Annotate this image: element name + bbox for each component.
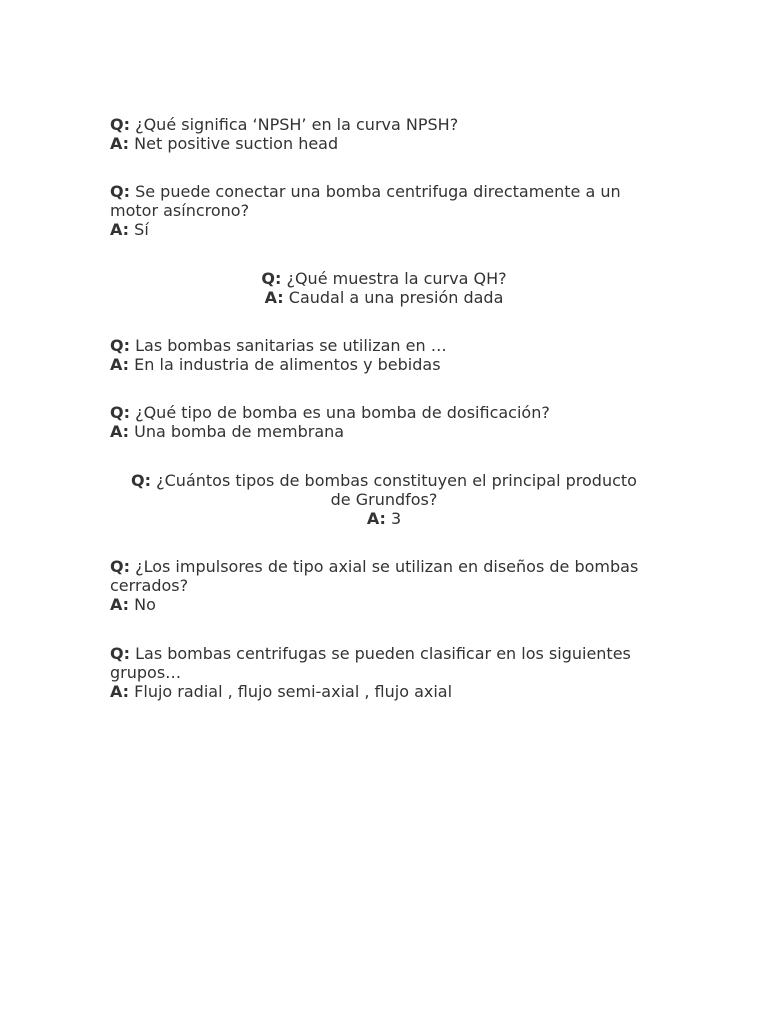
qa-item <box>120 269 648 307</box>
qa-item <box>110 644 650 701</box>
question-label: Q: <box>261 269 282 288</box>
answer-label: A: <box>110 220 130 239</box>
answer-label: A: <box>110 682 130 701</box>
qa-item <box>110 403 650 441</box>
qa-item <box>120 471 648 528</box>
qa-item <box>110 182 650 239</box>
question-label: Q: <box>110 557 130 576</box>
question-text: Las bombas sanitarias se utilizan en … <box>135 336 447 355</box>
question-text: ¿Cuántos tipos de bombas constituyen el principal producto de Grundfos? <box>156 471 637 509</box>
question-line <box>120 269 648 288</box>
question-text: Se puede conectar una bomba centrifuga directamente a un motor asíncrono? <box>110 182 621 220</box>
answer-label: A: <box>110 134 130 153</box>
answer-line <box>110 220 650 239</box>
answer-text: Caudal a una presión dada <box>288 288 504 307</box>
question-line <box>110 403 650 422</box>
answer-line <box>110 134 650 153</box>
question-label: Q: <box>110 403 130 422</box>
answer-label: A: <box>110 355 130 374</box>
question-line <box>110 182 650 220</box>
answer-line <box>110 595 650 614</box>
qa-item <box>110 115 650 153</box>
answer-line <box>110 355 650 374</box>
answer-text: Flujo radial , flujo semi-axial , flujo axial <box>134 682 453 701</box>
answer-label: A: <box>264 288 284 307</box>
answer-label: A: <box>366 509 386 528</box>
question-line <box>110 336 650 355</box>
answer-label: A: <box>110 595 130 614</box>
qa-item <box>110 336 650 374</box>
question-text: ¿Los impulsores de tipo axial se utilizan en diseños de bombas cerrados? <box>110 557 639 595</box>
question-text: ¿Qué tipo de bomba es una bomba de dosificación? <box>135 403 550 422</box>
answer-line <box>120 288 648 307</box>
question-label: Q: <box>110 115 130 134</box>
question-text: Las bombas centrifugas se pueden clasificar en los siguientes grupos… <box>110 644 631 682</box>
question-label: Q: <box>110 336 130 355</box>
question-label: Q: <box>110 182 130 201</box>
question-line <box>120 471 648 509</box>
answer-label: A: <box>110 422 130 441</box>
question-label: Q: <box>110 644 130 663</box>
question-text: ¿Qué muestra la curva QH? <box>286 269 507 288</box>
question-label: Q: <box>131 471 152 490</box>
answer-line <box>110 422 650 441</box>
answer-text: Sí <box>134 220 149 239</box>
answer-text: En la industria de alimentos y bebidas <box>134 355 441 374</box>
answer-text: Net positive suction head <box>134 134 339 153</box>
question-text: ¿Qué significa ‘NPSH’ en la curva NPSH? <box>135 115 459 134</box>
question-line <box>110 557 650 595</box>
answer-text: Una bomba de membrana <box>134 422 345 441</box>
question-line <box>110 644 650 682</box>
qa-item <box>110 557 650 614</box>
answer-text: No <box>134 595 156 614</box>
answer-text: 3 <box>390 509 402 528</box>
answer-line <box>110 682 650 701</box>
answer-line <box>120 509 648 528</box>
question-line <box>110 115 650 134</box>
